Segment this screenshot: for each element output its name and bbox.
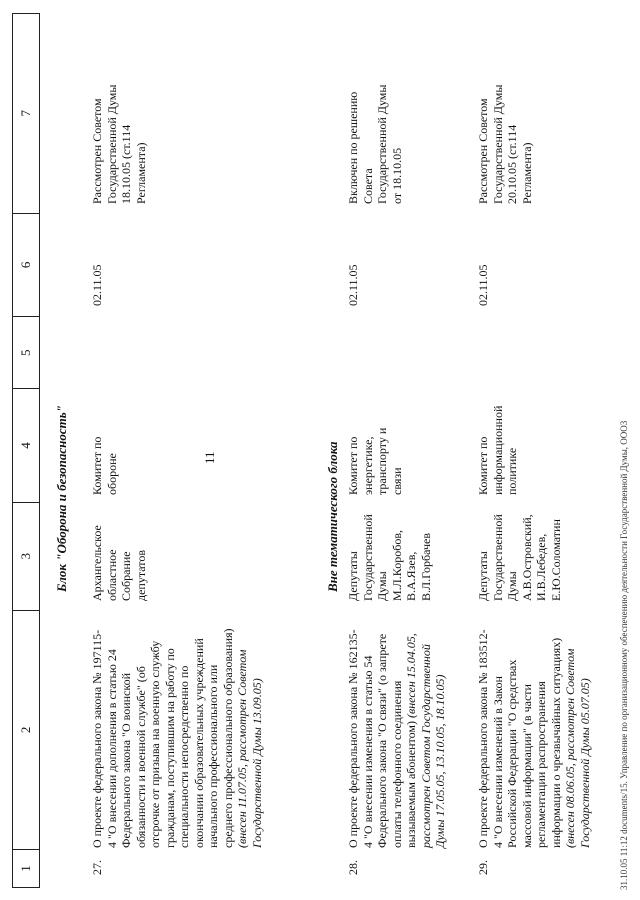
bill-description <box>90 626 264 848</box>
initiator: Депутаты Государственной Думы А.В.Островский, И.В.Лебедев, Е.Ю.Соломатин <box>476 514 563 601</box>
header-col-7: 7 <box>17 110 33 117</box>
status: Включен по решению Совета Государственной Думы от 18.10.05 <box>346 84 404 204</box>
committee: Комитет по обороне <box>90 436 119 495</box>
bill-note: (внесен 08.06.05, рассмотрен Советом Государственной Думы 05.07.05) <box>563 648 592 848</box>
date: 02.11.05 <box>476 264 490 306</box>
header-col-6: 6 <box>13 213 39 317</box>
initiator: Депутаты Государственной Думы М.Л.Коробов, В.А.Язев, В.Л.Горбачев <box>346 514 433 601</box>
block-title-outside: Вне тематического блока <box>325 441 340 592</box>
bill-text: О проекте федерального закона № 197115-4 "О внесении дополнения в статью 24 Федерального закона "О воинской обязанности и военной службе" (об отсрочке от призыва на военную службу гражданам, поступившим на работу по специальности непосредственно по окончании образовательных учреждений начального профессионального или среднего профессионального образования) <box>90 628 235 848</box>
bill-description <box>476 626 592 848</box>
page-number: 11 <box>202 451 217 464</box>
status: Рассмотрен Советом Государственной Думы 18.10.05 (ст.114 Регламента) <box>90 84 148 204</box>
row-number: 28. <box>346 860 360 875</box>
bill-note: (внесен 11.07.05, рассмотрен Советом Государственной Думы 13.09.05) <box>235 649 264 848</box>
row-number: 27. <box>90 860 104 875</box>
committee: Комитет по энергетике, транспорту и связи <box>346 427 404 495</box>
bill-description <box>346 626 448 848</box>
column-number-header <box>12 13 40 888</box>
date: 02.11.05 <box>90 264 104 306</box>
header-col-3: 3 <box>13 502 39 610</box>
initiator: Архангельское областное Собрание депутатов <box>90 525 148 601</box>
header-col-1: 1 <box>13 849 39 887</box>
bill-text: О проекте федерального закона № 162135-4 "О внесении изменения в статью 54 Федерального закона "О связи" (о запрете оплаты телефонного соединения вызываемым абонентом) <box>346 629 418 848</box>
header-col-2: 2 <box>13 610 39 849</box>
row-number: 29. <box>476 860 490 875</box>
footer-note: 31.10.05 11:12 documents/15. Управление по организационному обеспечению деятельности Государственной Думы, ООО3 <box>619 420 629 890</box>
block-title-defense: Блок "Оборона и безопасность" <box>54 405 69 592</box>
committee: Комитет по информационной политике <box>476 405 519 495</box>
header-col-5: 5 <box>13 316 39 388</box>
bill-text: О проекте федерального закона № 183512-4 "О внесении изменений в Закон Российской Федерации "О средствах массовой информации" (в части регламентации распространения информации о чрезвычайных ситуациях) <box>476 629 563 848</box>
bill-note: (внесен 15.04.05, рассмотрен Советом Государственной Думы 17.05.05, 13.10.05, 18.10.05) <box>404 633 447 848</box>
header-col-4: 4 <box>13 388 39 502</box>
date: 02.11.05 <box>346 264 360 306</box>
status: Рассмотрен Советом Государственной Думы 20.10.05 (ст.114 Регламента) <box>476 84 534 204</box>
